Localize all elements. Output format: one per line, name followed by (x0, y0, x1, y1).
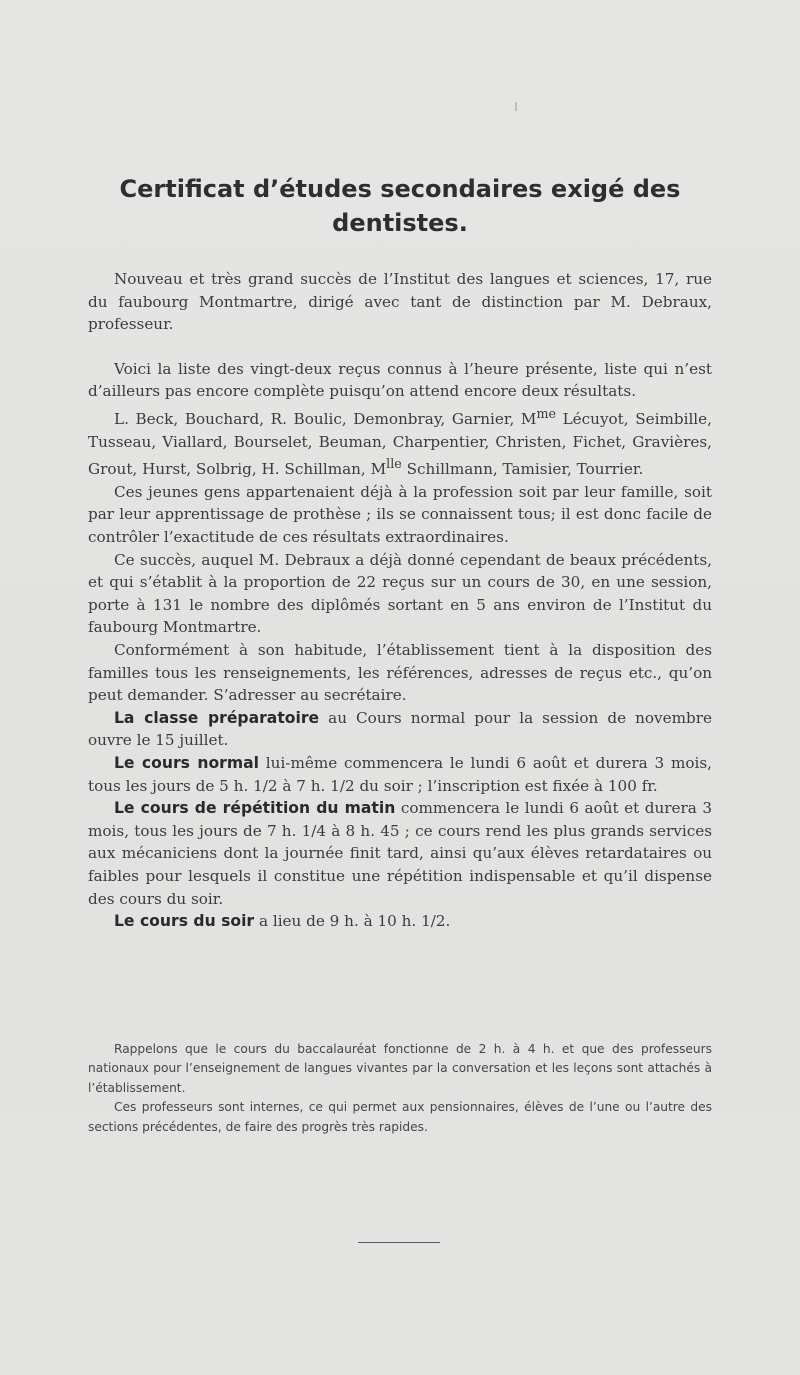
paragraph-preparatory (88, 707, 712, 752)
article-body (88, 268, 712, 933)
article-title: Certificat d’études secondaires exigé des dentistes. (119, 175, 681, 237)
paragraph-normal-course (88, 752, 712, 797)
names-part-2: Lécuyot, Seimbille, Tusseau, Viallard, Bourselet, Beuman, Charpentier, Christen, Fichet, Gravières, Grout, Hurst, Solbrig, H. Schillman, M (88, 410, 712, 479)
names-part-3: Schillmann, Tamisier, Tourrier. (401, 460, 644, 479)
evening-course-text: a lieu de 9 h. à 10 h. 1/2. (254, 912, 451, 931)
ink-mark (515, 102, 517, 111)
title-abbrev-1: me (536, 405, 556, 421)
note-section (88, 1040, 712, 1137)
paragraph-names (88, 403, 712, 481)
paragraph-evening-course (88, 910, 712, 933)
end-rule (358, 1242, 440, 1243)
note-professors: Ces professeurs sont internes, ce qui permet aux pensionnaires, élèves de l’une ou l’autre des sections précédentes, de faire des progrès très rapides. (88, 1100, 712, 1134)
paragraph-success: Ce succès, auquel M. Debraux a déjà donné cependant de beaux précédents, et qui s’établit à la proportion de 22 reçus sur un cours de 30, en une session, porte à 131 le nombre des diplômés sortant en 5 ans environ de l’Institut du faubourg Montmartre. (88, 550, 712, 637)
names-part-1: L. Beck, Bouchard, R. Boulic, Demonbray, Garnier, M (114, 410, 537, 429)
morning-course-heading: Le cours de répétition du matin (114, 799, 396, 818)
title-abbrev-2: lle (386, 456, 402, 472)
preparatory-heading: La classe préparatoire (114, 708, 320, 727)
normal-course-heading: Le cours normal (114, 754, 259, 772)
paragraph-intro: Nouveau et très grand succès de l’Institut des langues et sciences, 17, rue du faubourg Montmartre, dirigé avec tant de distinction par M. Debraux, professeur. (88, 270, 712, 334)
note-baccalaureate: Rappelons que le cours du baccalauréat fonctionne de 2 h. à 4 h. et que des professeurs nationaux pour l’enseignement de langues vivantes par la conversation et les leçons sont attachés à l’établissement. (88, 1042, 712, 1095)
morning-course-text: commencera le lundi 6 août et durera 3 mois, tous les jours de 7 h. 1/4 à 8 h. 45 ; ce cours rend les plus grands services aux mécaniciens dont la journée finit tard, ainsi qu’aux élèves retardataires ou faibles pour lesquels il constitue une répétition indispensable et qu’il dispense des cours du soir. (88, 799, 713, 908)
paragraph-students: Ces jeunes gens appartenaient déjà à la profession soit par leur famille, soit par leur apprentissage de prothèse ; ils se connaissent tous; il est donc facile de contrôler l’exactitude de ces résultats extraordinaires. (88, 482, 712, 547)
evening-course-heading: Le cours du soir (114, 912, 255, 931)
normal-course-text: lui-même commencera le lundi 6 août et durera 3 mois, tous les jours de 5 h. 1/2 à 7 h. 1/2 du soir ; l’inscription est fixée à 100 fr. (88, 754, 712, 795)
paragraph-information: Conformément à son habitude, l’établissement tient à la disposition des familles tous les renseignements, les références, adresses de reçus etc., qu’on peut demander. S’adresser au secrétaire. (88, 641, 712, 705)
preparatory-text: au Cours normal pour la session de novembre ouvre le 15 juillet. (88, 708, 712, 750)
paragraph-morning-course (88, 797, 712, 910)
paragraph-list-intro: Voici la liste des vingt-deux reçus connus à l’heure présente, liste qui n’est d’ailleurs pas encore complète puisqu’on attend encore deux résultats. (88, 359, 712, 401)
